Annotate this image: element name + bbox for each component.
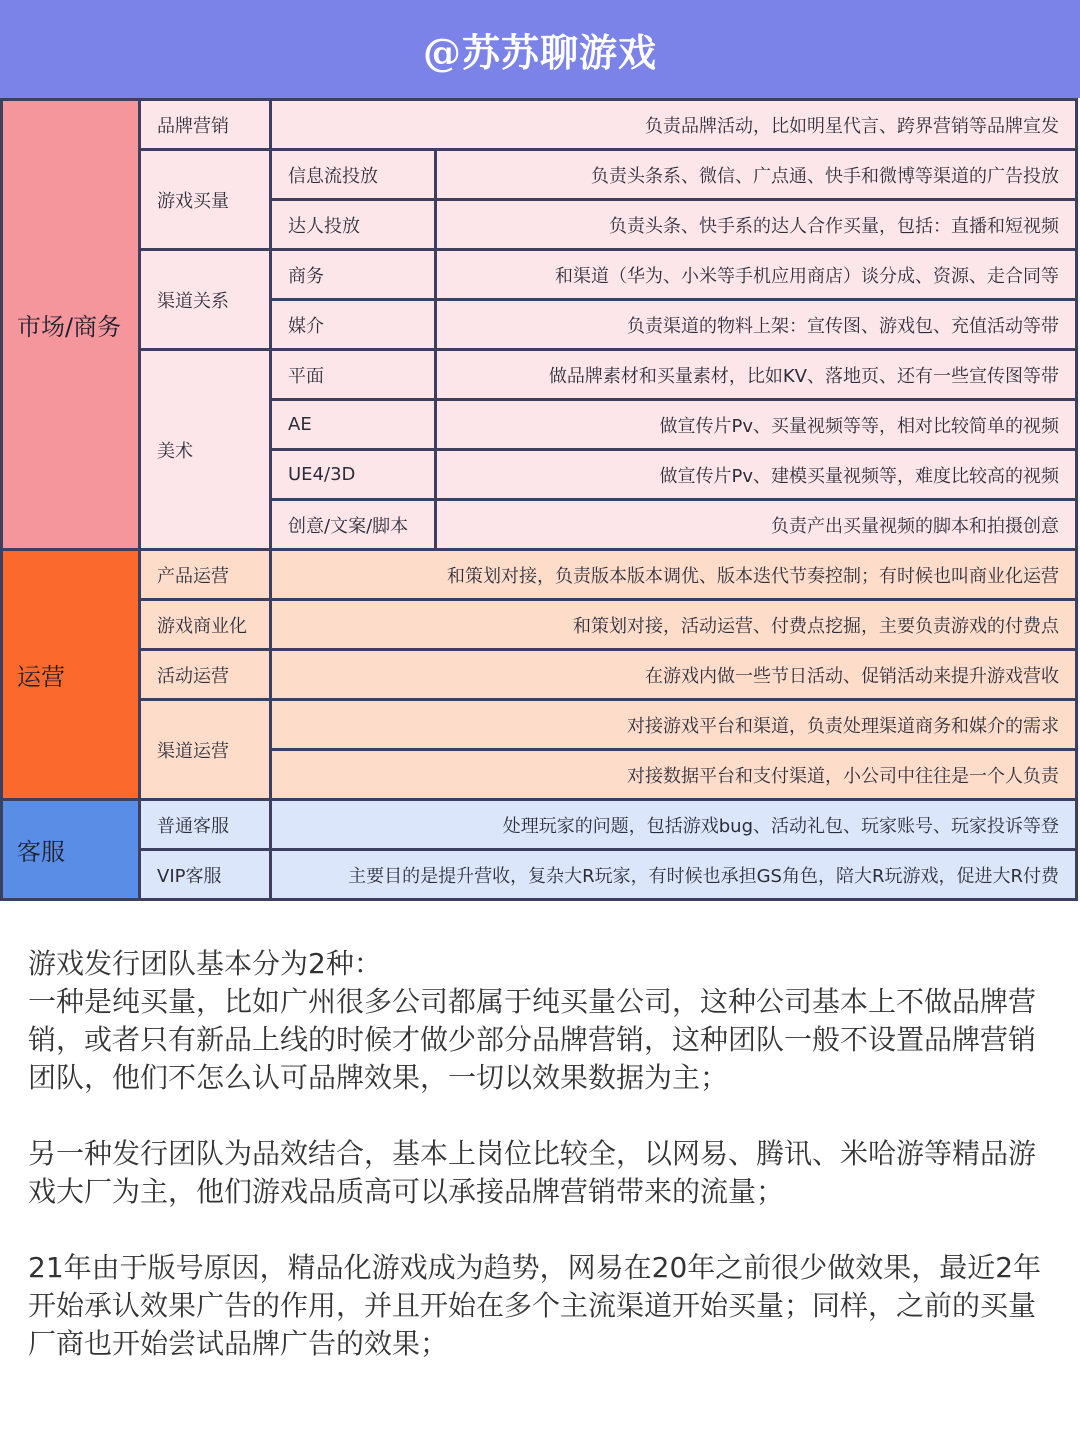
article-paragraph: 一种是纯买量，比如广州很多公司都属于纯买量公司，这种公司基本上不做品牌营销，或者只有新品上线的时候才做少部分品牌营销，这种团队一般不设置品牌营销团队，他们不怎么认可品牌效果，一切以效果数据为主； [28, 985, 1037, 1094]
page-header [0, 0, 1080, 98]
role-brand-marketing: 品牌营销 [140, 100, 271, 150]
table-row [2, 100, 1077, 150]
role-description: 在游戏内做一些节日活动、促销活动来提升游戏营收 [271, 650, 1077, 700]
role-description: 负责头条、快手系的达人合作买量，包括：直播和短视频 [436, 200, 1077, 250]
section-customer-service [2, 800, 1077, 900]
category-market: 市场/商务 [2, 100, 140, 550]
role-description: 做宣传片Pv、建模买量视频等，难度比较高的视频 [436, 450, 1077, 500]
role-game-ad-buying: 游戏买量 [140, 150, 271, 250]
role-monetization: 游戏商业化 [140, 600, 271, 650]
section-operations [2, 550, 1077, 800]
table-row [2, 800, 1077, 850]
role-description: 和策划对接，活动运营、付费点挖掘，主要负责游戏的付费点 [271, 600, 1077, 650]
role-description: 负责头条系、微信、广点通、快手和微博等渠道的广告投放 [436, 150, 1077, 200]
category-operations: 运营 [2, 550, 140, 800]
article-paragraph: 21年由于版号原因，精品化游戏成为趋势，网易在20年之前很少做效果，最近2年开始承认效果广告的作用，并且开始在多个主流渠道开始买量；同样，之前的买量厂商也开始尝试品牌广告的效果； [28, 1251, 1042, 1360]
header-title: @苏苏聊游戏 [422, 29, 657, 75]
role-channel-relations: 渠道关系 [140, 250, 271, 350]
article-intro: 游戏发行团队基本分为2种： [28, 947, 382, 980]
org-table [0, 98, 1078, 901]
role-description: 负责品牌活动，比如明星代言、跨界营销等品牌宣发 [271, 100, 1077, 150]
role-vip-cs: VIP客服 [140, 850, 271, 900]
table-row [2, 350, 1077, 400]
role-description: 负责产出买量视频的脚本和拍摄创意 [436, 500, 1077, 550]
role-business: 商务 [271, 250, 436, 300]
role-description: 负责渠道的物料上架：宣传图、游戏包、充值活动等带 [436, 300, 1077, 350]
role-feed-ads: 信息流投放 [271, 150, 436, 200]
role-channel-ops: 渠道运营 [140, 700, 271, 800]
role-description: 和策划对接，负责版本版本调优、版本迭代节奏控制；有时候也叫商业化运营 [271, 550, 1077, 600]
table-row [2, 250, 1077, 300]
role-description: 对接数据平台和支付渠道，小公司中往往是一个人负责 [271, 750, 1077, 800]
table-row [2, 700, 1077, 750]
role-normal-cs: 普通客服 [140, 800, 271, 850]
role-description: 对接游戏平台和渠道，负责处理渠道商务和媒介的需求 [271, 700, 1077, 750]
table-row [2, 600, 1077, 650]
role-description: 和渠道（华为、小米等手机应用商店）谈分成、资源、走合同等 [436, 250, 1077, 300]
role-graphic: 平面 [271, 350, 436, 400]
role-creative-script: 创意/文案/脚本 [271, 500, 436, 550]
role-ue4-3d: UE4/3D [271, 450, 436, 500]
role-description: 主要目的是提升营收，复杂大R玩家，有时候也承担GS角色，陪大R玩游戏，促进大R付费 [271, 850, 1077, 900]
role-product-ops: 产品运营 [140, 550, 271, 600]
role-art: 美术 [140, 350, 271, 550]
article-body [28, 945, 1058, 1401]
table-row [2, 150, 1077, 200]
table-row [2, 850, 1077, 900]
role-ae: AE [271, 400, 436, 450]
role-activity-ops: 活动运营 [140, 650, 271, 700]
table-row [2, 650, 1077, 700]
role-influencer-ads: 达人投放 [271, 200, 436, 250]
section-market [2, 100, 1077, 550]
role-description: 做宣传片Pv、买量视频等等，相对比较简单的视频 [436, 400, 1077, 450]
role-description: 处理玩家的问题，包括游戏bug、活动礼包、玩家账号、玩家投诉等登 [271, 800, 1077, 850]
article-paragraph: 另一种发行团队为品效结合，基本上岗位比较全，以网易、腾讯、米哈游等精品游戏大厂为主，他们游戏品质高可以承接品牌营销带来的流量； [28, 1137, 1037, 1208]
role-media: 媒介 [271, 300, 436, 350]
category-customer-service: 客服 [2, 800, 140, 900]
role-description: 做品牌素材和买量素材，比如KV、落地页、还有一些宣传图等带 [436, 350, 1077, 400]
table-row [2, 550, 1077, 600]
